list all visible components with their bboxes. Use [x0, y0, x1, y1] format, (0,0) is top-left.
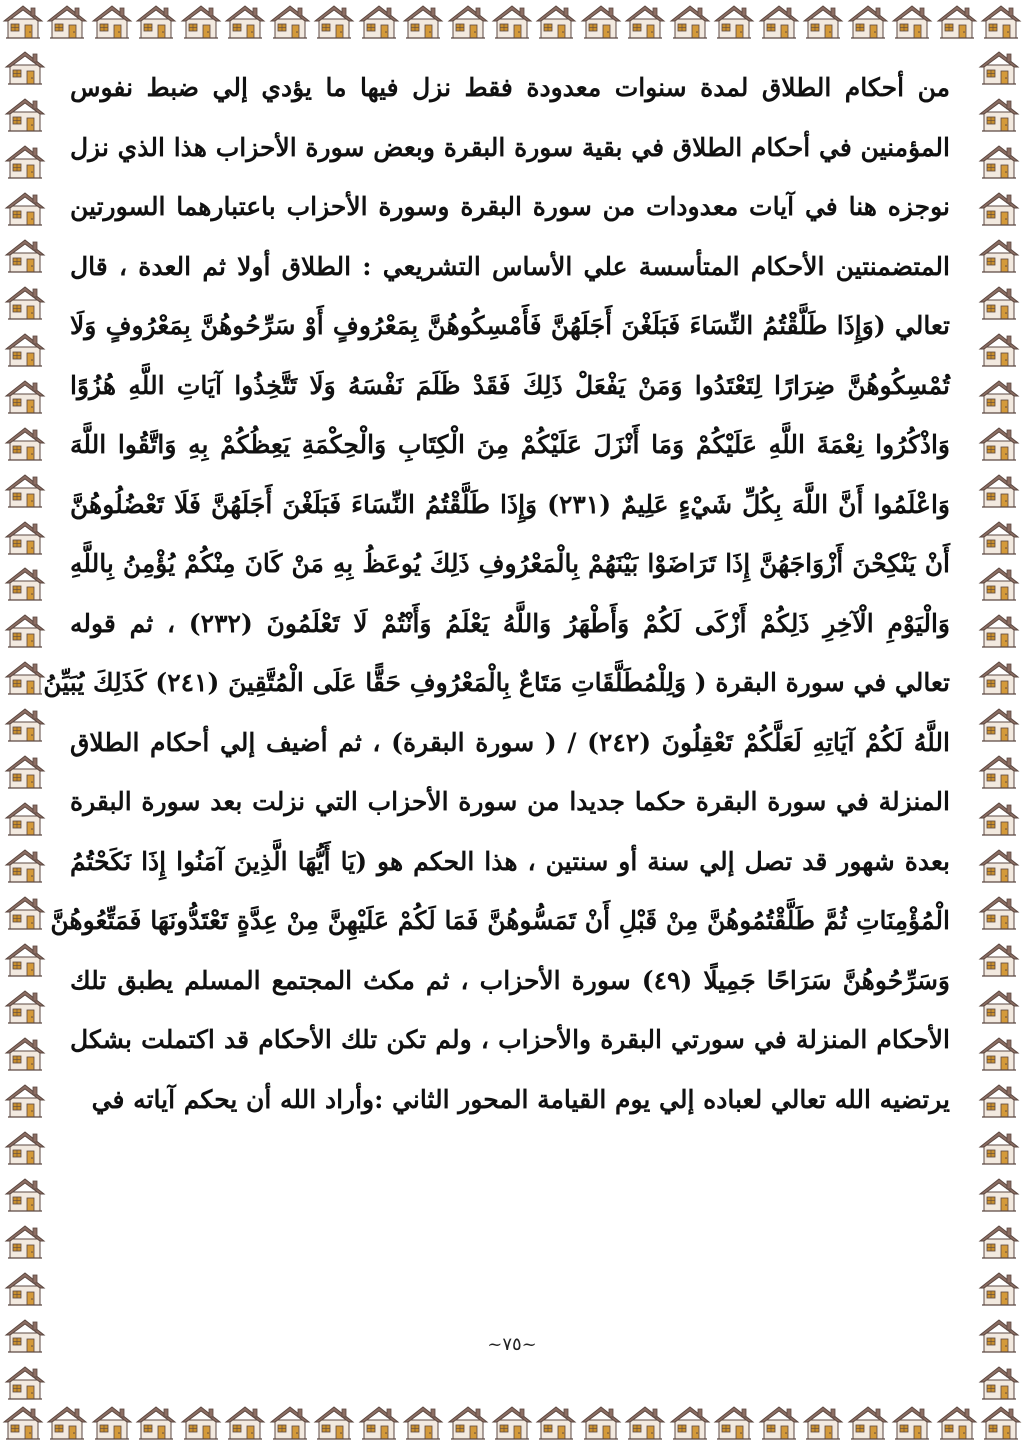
- house-icon: [4, 1363, 46, 1401]
- house-icon: [978, 705, 1020, 743]
- text-line: المؤمنين في أحكام الطلاق في بقية سورة البقرة وبعض سورة الأحزاب هذا الذي نزل: [70, 132, 950, 162]
- house-icon: [936, 2, 978, 40]
- house-icon: [4, 142, 46, 180]
- text-line: الأحكام المنزلة في سورتي البقرة والأحزاب ، ولم تكن تلك الأحكام قد اكتملت بشكل: [70, 1025, 950, 1054]
- house-icon: [4, 424, 46, 462]
- text-line: المتضمنتين الأحكام المتأسسة علي الأساس التشريعي : الطلاق أولا ثم العدة ، قال: [70, 251, 950, 281]
- text-line: المنزلة في سورة البقرة حكما جديدا من سورة الأحزاب التي نزلت بعد سورة البقرة: [70, 787, 950, 816]
- house-icon: [535, 1403, 577, 1441]
- house-icon: [4, 893, 46, 931]
- house-icon: [978, 518, 1020, 556]
- text-line: تُمْسِكُوهُنَّ ضِرَارًا لِتَعْتَدُوا وَمَنْ يَفْعَلْ ذَلِكَ فَقَدْ ظَلَمَ نَفْسَهُ وَلَا تَتَّخِذُوا آيَاتِ اللَّهِ هُزُوًا: [70, 370, 950, 400]
- house-icon: [978, 564, 1020, 602]
- house-icon: [978, 1128, 1020, 1166]
- house-icon: [978, 471, 1020, 509]
- page-body: [43, 58, 951, 1129]
- text-line: وَاذْكُرُوا نِعْمَةَ اللَّهِ عَلَيْكُمْ وَمَا أَنْزَلَ عَلَيْكُمْ مِنَ الْكِتَابِ وَالْحِكْمَةِ يَعِظُكُمْ بِهِ وَاتَّقُوا اللَّهَ: [70, 430, 950, 459]
- text-line: وَاعْلَمُوا أَنَّ اللَّهَ بِكُلِّ شَيْءٍ عَلِيمٌ (٢٣١) وَإِذَا طَلَّقْتُمُ النِّسَاءَ فَبَلَغْنَ أَجَلَهُنَّ فَلَا تَعْضُلُوهُنَّ: [70, 489, 950, 519]
- house-icon: [669, 1403, 711, 1441]
- house-icon: [802, 1403, 844, 1441]
- house-icon: [580, 1403, 622, 1441]
- house-icon: [978, 752, 1020, 790]
- house-icon: [4, 48, 46, 86]
- house-icon: [758, 1403, 800, 1441]
- page-border-top: [0, 2, 1024, 48]
- house-icon: [978, 940, 1020, 978]
- house-icon: [4, 236, 46, 274]
- text-line: الْمُؤْمِنَاتِ ثُمَّ طَلَّقْتُمُوهُنَّ مِنْ قَبْلِ أَنْ تَمَسُّوهُنَّ فَمَا لَكُمْ عَلَيْهِنَّ مِنْ عِدَّةٍ تَعْتَدُّونَهَا فَمَتِّعُوهُنَّ: [50, 906, 950, 935]
- text-line: تعالي (وَإِذَا طَلَّقْتُمُ النِّسَاءَ فَبَلَغْنَ أَجَلَهُنَّ فَأَمْسِكُوهُنَّ بِمَعْرُوفٍ أَوْ سَرِّحُوهُنَّ بِمَعْرُوفٍ وَلَا: [70, 311, 950, 340]
- house-icon: [978, 330, 1020, 368]
- house-icon: [978, 283, 1020, 321]
- house-icon: [4, 940, 46, 978]
- house-icon: [4, 846, 46, 884]
- house-icon: [980, 2, 1022, 40]
- house-icon: [980, 1403, 1022, 1441]
- house-icon: [891, 1403, 933, 1441]
- house-icon: [4, 189, 46, 227]
- house-icon: [313, 1403, 355, 1441]
- text-line: وَالْيَوْمِ الْآخِرِ ذَلِكُمْ أَزْكَى لَكُمْ وَأَطْهَرُ وَاللَّهُ يَعْلَمُ وَأَنْتُمْ لَا تَعْلَمُونَ (٢٣٢) ، ثم قوله: [70, 608, 950, 638]
- house-icon: [269, 1403, 311, 1441]
- house-icon: [978, 1175, 1020, 1213]
- house-icon: [4, 799, 46, 837]
- text-line: يرتضيه الله تعالي لعباده إلي يوم القيامة المحور الثاني :وأراد الله أن يحكم آياته في: [91, 1084, 950, 1114]
- house-icon: [46, 1403, 88, 1441]
- house-icon: [4, 518, 46, 556]
- house-icon: [978, 799, 1020, 837]
- house-icon: [46, 2, 88, 40]
- house-icon: [978, 611, 1020, 649]
- text-line: تعالي في سورة البقرة ( وَلِلْمُطَلَّقَاتِ مَتَاعٌ بِالْمَعْرُوفِ حَقًّا عَلَى الْمُتَّقِينَ (٢٤١) كَذَلِكَ يُبَيِّنُ: [43, 668, 950, 697]
- house-icon: [91, 1403, 133, 1441]
- house-icon: [713, 2, 755, 40]
- house-icon: [802, 2, 844, 40]
- house-icon: [4, 611, 46, 649]
- house-icon: [847, 2, 889, 40]
- house-icon: [978, 893, 1020, 931]
- house-icon: [978, 1081, 1020, 1119]
- house-icon: [4, 705, 46, 743]
- house-icon: [4, 283, 46, 321]
- page-number: ~٧٥~: [487, 1334, 537, 1355]
- house-icon: [4, 377, 46, 415]
- house-icon: [978, 377, 1020, 415]
- house-icon: [402, 2, 444, 40]
- house-icon: [491, 1403, 533, 1441]
- house-icon: [669, 2, 711, 40]
- house-icon: [4, 987, 46, 1025]
- house-icon: [4, 658, 46, 696]
- house-icon: [978, 142, 1020, 180]
- house-icon: [4, 1175, 46, 1213]
- house-icon: [624, 1403, 666, 1441]
- house-icon: [978, 1363, 1020, 1401]
- house-icon: [978, 1269, 1020, 1307]
- house-icon: [447, 1403, 489, 1441]
- house-icon: [224, 2, 266, 40]
- house-icon: [624, 2, 666, 40]
- house-icon: [2, 1403, 44, 1441]
- house-icon: [180, 2, 222, 40]
- house-icon: [978, 48, 1020, 86]
- house-icon: [4, 752, 46, 790]
- house-icon: [978, 987, 1020, 1025]
- house-icon: [358, 1403, 400, 1441]
- text-line: أَنْ يَنْكِحْنَ أَزْوَاجَهُنَّ إِذَا تَرَاضَوْا بَيْنَهُمْ بِالْمَعْرُوفِ ذَلِكَ يُوعَظُ بِهِ مَنْ كَانَ مِنْكُمْ يُؤْمِنُ بِاللَّهِ: [70, 549, 950, 578]
- house-icon: [535, 2, 577, 40]
- house-icon: [4, 1222, 46, 1260]
- house-icon: [358, 2, 400, 40]
- house-icon: [4, 1081, 46, 1119]
- house-icon: [4, 1128, 46, 1166]
- house-icon: [491, 2, 533, 40]
- house-icon: [4, 95, 46, 133]
- house-icon: [936, 1403, 978, 1441]
- house-icon: [978, 1034, 1020, 1072]
- house-icon: [4, 471, 46, 509]
- house-icon: [580, 2, 622, 40]
- house-icon: [180, 1403, 222, 1441]
- page-border-right: [976, 46, 1022, 1403]
- house-icon: [978, 658, 1020, 696]
- house-icon: [978, 189, 1020, 227]
- house-icon: [2, 2, 44, 40]
- house-icon: [4, 564, 46, 602]
- house-icon: [135, 2, 177, 40]
- text-line: وَسَرِّحُوهُنَّ سَرَاحًا جَمِيلًا (٤٩) سورة الأحزاب ، ثم مكث المجتمع المسلم يطبق تلك: [70, 965, 951, 995]
- house-icon: [313, 2, 355, 40]
- text-line: نوجزه هنا في آيات معدودات من سورة البقرة وسورة الأحزاب باعتبارهما السورتين: [70, 192, 950, 221]
- house-icon: [402, 1403, 444, 1441]
- house-icon: [4, 330, 46, 368]
- house-icon: [91, 2, 133, 40]
- house-icon: [269, 2, 311, 40]
- page-border-bottom: [0, 1403, 1024, 1449]
- house-icon: [135, 1403, 177, 1441]
- house-icon: [758, 2, 800, 40]
- house-icon: [978, 236, 1020, 274]
- text-line: اللَّهُ لَكُمْ آيَاتِهِ لَعَلَّكُمْ تَعْقِلُونَ (٢٤٢) / ( سورة البقرة) ، ثم أضيف إلي أحكام الطلاق: [70, 727, 950, 757]
- house-icon: [891, 2, 933, 40]
- house-icon: [847, 1403, 889, 1441]
- house-icon: [713, 1403, 755, 1441]
- text-line: بعدة شهور قد تصل إلي سنة أو سنتين ، هذا الحكم هو (يَا أَيُّهَا الَّذِينَ آمَنُوا إِذَا نَكَحْتُمُ: [70, 846, 950, 876]
- house-icon: [978, 1222, 1020, 1260]
- house-icon: [4, 1034, 46, 1072]
- text-line: من أحكام الطلاق لمدة سنوات معدودة فقط نزل فيها ما يؤدي إلي ضبط نفوس: [70, 73, 950, 102]
- house-icon: [978, 95, 1020, 133]
- house-icon: [4, 1269, 46, 1307]
- house-icon: [978, 846, 1020, 884]
- page-border-left: [2, 46, 48, 1403]
- house-icon: [447, 2, 489, 40]
- house-icon: [224, 1403, 266, 1441]
- house-icon: [978, 424, 1020, 462]
